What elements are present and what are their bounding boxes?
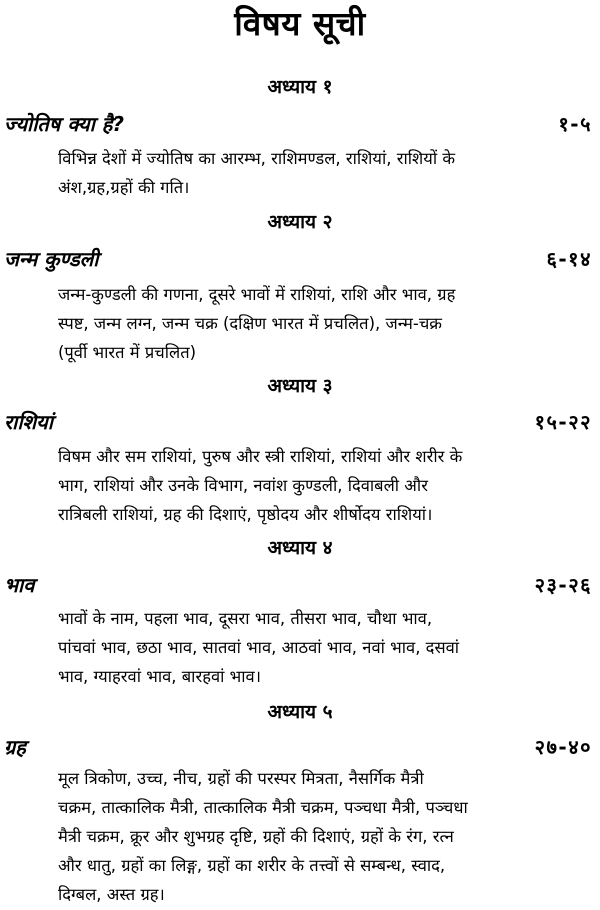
toc-entry-5	[4, 733, 592, 761]
topic-title: ज्योतिष क्या है?	[4, 112, 124, 136]
topic-title: ग्रह	[4, 735, 26, 759]
chapter-description-3	[58, 442, 592, 529]
page-range: १-५	[558, 112, 592, 136]
description-line: भाव, ग्याहरवां भाव, बारहवां भाव।	[58, 667, 261, 686]
page-range: २३-२६	[534, 573, 592, 597]
description-line: स्पष्ट, जन्म लग्न, जन्म चक्र (दक्षिण भारत में प्रचलित), जन्म-चक्र	[58, 314, 442, 333]
toc-entry-1	[4, 110, 592, 138]
description-line: और धातु, ग्रहों का लिङ्ग, ग्रहों का शरीर के तत्त्वों से सम्बन्ध, स्वाद,	[58, 856, 446, 875]
topic-title: जन्म कुण्डली	[4, 247, 99, 271]
description-line: जन्म-कुण्डली की गणना, दूसरे भावों में राशियां, राशि और भाव, ग्रह	[58, 285, 456, 304]
toc-entry-3	[4, 408, 592, 436]
page-range: २७-४०	[534, 735, 592, 759]
description-line: मैत्री चक्रम, क्रूर और शुभग्रह दृष्टि, ग्रहों की दिशाएं, ग्रहों के रंग, रत्न	[58, 827, 454, 846]
description-line: अंश,ग्रह,ग्रहों की गति।	[58, 178, 190, 197]
chapter-description-4	[58, 604, 592, 691]
description-line: मूल त्रिकोण, उच्च, नीच, ग्रहों की परस्पर मित्रता, नैसर्गिक मैत्री	[58, 769, 424, 788]
chapter-description-1	[58, 144, 592, 202]
topic-title: राशियां	[4, 410, 53, 434]
toc-entry-2	[4, 245, 592, 273]
description-line: भावों के नाम, पहला भाव, दूसरा भाव, तीसरा भाव, चौथा भाव,	[58, 609, 433, 628]
page-range: ६-१४	[546, 247, 592, 271]
description-line: चक्रम, तात्कालिक मैत्री, तात्कालिक मैत्री चक्रम, पञ्चधा मैत्री, पञ्चधा	[58, 798, 468, 817]
topic-title: भाव	[4, 573, 35, 597]
page-title: विषय सूची	[234, 4, 366, 43]
description-line: भाग, राशियां और उनके विभाग, नवांश कुण्डली, दिवाबली और	[58, 476, 428, 495]
chapter-heading-5: अध्याय ५	[267, 701, 333, 723]
chapter-heading-2: अध्याय २	[267, 211, 333, 233]
description-line: विषम और सम राशियां, पुरुष और स्त्री राशियां, राशियां और शरीर के	[58, 447, 463, 466]
chapter-heading-1: अध्याय १	[267, 76, 333, 98]
description-line: (पूर्वी भारत में प्रचलित)	[58, 343, 197, 362]
toc-entry-4	[4, 571, 592, 599]
description-line: रात्रिबली राशियां, ग्रह की दिशाएं, पृष्ठोदय और शीर्षोदय राशियां।	[58, 505, 433, 524]
chapter-heading-3: अध्याय ३	[267, 375, 333, 397]
description-line: दिग्बल, अस्त ग्रह।	[58, 885, 165, 904]
chapter-heading-4: अध्याय ४	[267, 537, 333, 559]
description-line: विभिन्न देशों में ज्योतिष का आरम्भ, राशिमण्डल, राशियां, राशियों के	[58, 149, 456, 168]
chapter-description-2	[58, 280, 592, 367]
chapter-description-5	[58, 764, 592, 909]
page-range: १५-२२	[534, 410, 592, 434]
description-line: पांचवां भाव, छठा भाव, सातवां भाव, आठवां भाव, नवां भाव, दसवां	[58, 638, 460, 657]
